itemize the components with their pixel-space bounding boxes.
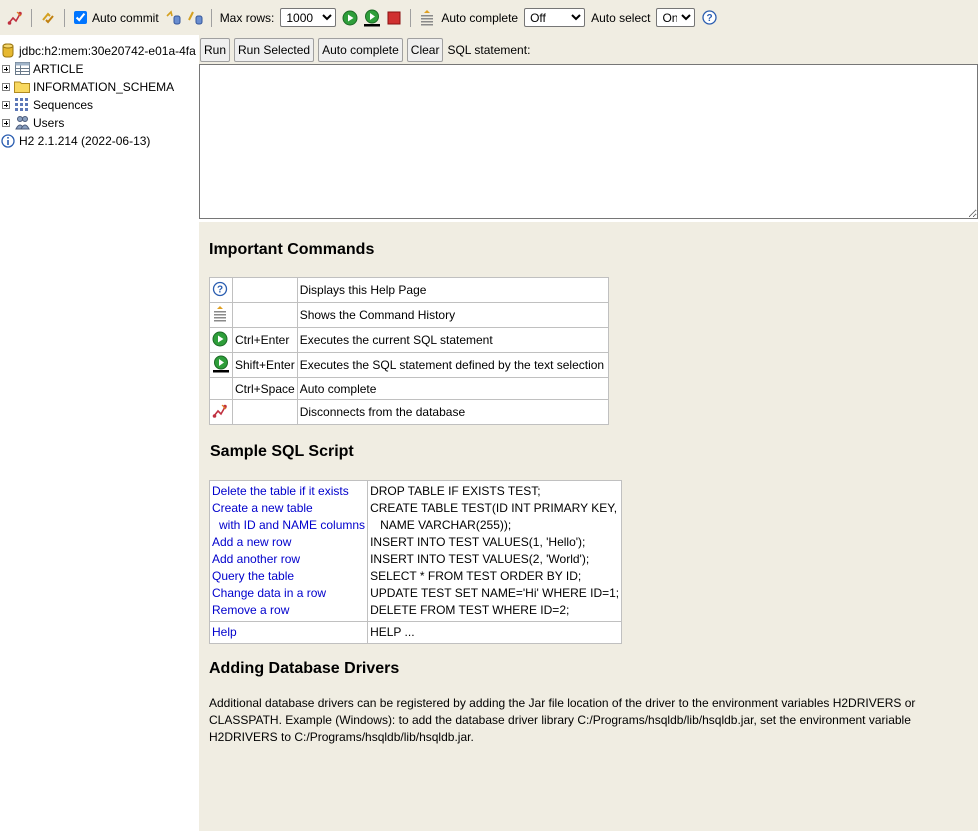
sample-sql-title: Sample SQL Script xyxy=(210,443,354,460)
command-desc: Auto complete xyxy=(297,378,608,400)
sequences-icon xyxy=(14,97,30,113)
tree-item-article[interactable] xyxy=(0,60,83,77)
stop-icon[interactable] xyxy=(383,7,405,29)
expand-icon[interactable] xyxy=(2,83,10,91)
toolbar-separator xyxy=(31,9,32,27)
commands-table xyxy=(209,277,609,425)
database-icon xyxy=(0,43,16,59)
table-row xyxy=(210,328,609,353)
sample-link-update[interactable]: Change data in a row xyxy=(212,586,327,600)
command-keys xyxy=(233,400,298,425)
table-row xyxy=(210,378,609,400)
help-icon xyxy=(212,281,228,297)
tree-item-label: Sequences xyxy=(33,97,94,112)
command-keys: Ctrl+Enter xyxy=(233,328,298,353)
sample-sql-table xyxy=(209,480,622,644)
command-icon-cell xyxy=(210,303,233,328)
command-desc: Executes the SQL statement defined by the text selection xyxy=(297,353,608,378)
command-icon-cell xyxy=(210,278,233,303)
info-icon xyxy=(0,133,16,149)
max-rows-select[interactable] xyxy=(280,8,336,27)
tree-item-sequences[interactable] xyxy=(0,96,93,113)
auto-select-select[interactable] xyxy=(656,8,695,27)
help-icon-glyph: ? xyxy=(706,13,713,24)
command-keys xyxy=(233,303,298,328)
rollback-icon[interactable] xyxy=(184,7,206,29)
sample-sql-cell xyxy=(368,481,622,622)
expand-icon[interactable] xyxy=(2,119,10,127)
command-keys: Ctrl+Space xyxy=(233,378,298,400)
table-row xyxy=(210,400,609,425)
table-row xyxy=(210,278,609,303)
command-desc: Shows the Command History xyxy=(297,303,608,328)
auto-commit-label: Auto commit xyxy=(92,10,159,25)
sql-line-insert-1: INSERT INTO TEST VALUES(1, 'Hello'); xyxy=(370,535,586,549)
command-desc: Executes the current SQL statement xyxy=(297,328,608,353)
tree-item-label: Users xyxy=(33,115,65,130)
command-icon-cell xyxy=(210,353,233,378)
sample-link-create-2[interactable]: with ID and NAME columns xyxy=(219,518,366,532)
sample-link-help[interactable]: Help xyxy=(212,625,237,639)
command-keys: Shift+Enter xyxy=(233,353,298,378)
folder-icon xyxy=(14,79,30,95)
sql-line-help: HELP ... xyxy=(370,625,415,639)
command-icon-cell xyxy=(210,328,233,353)
help-icon[interactable] xyxy=(698,7,720,29)
auto-select-label: Auto select xyxy=(591,10,651,25)
command-desc: Displays this Help Page xyxy=(297,278,608,303)
auto-commit-checkbox[interactable] xyxy=(74,11,87,24)
history-icon xyxy=(212,305,228,323)
clear-button[interactable]: Clear xyxy=(407,38,444,62)
expand-icon[interactable] xyxy=(2,65,10,73)
tree-version xyxy=(0,132,150,149)
sample-links-cell xyxy=(210,481,368,622)
table-row xyxy=(210,481,622,622)
command-icon-cell xyxy=(210,378,233,400)
toolbar-separator xyxy=(410,9,411,27)
run-icon xyxy=(212,331,228,347)
table-row xyxy=(210,303,609,328)
run-button[interactable]: Run xyxy=(200,38,230,62)
auto-complete-select[interactable] xyxy=(524,8,585,27)
toolbar-separator xyxy=(64,9,65,27)
sample-link-drop[interactable]: Delete the table if it exists xyxy=(212,484,349,498)
sample-link-select[interactable]: Query the table xyxy=(212,569,295,583)
sql-input[interactable] xyxy=(199,64,978,219)
sql-statement-label: SQL statement: xyxy=(447,43,531,57)
disconnect-icon xyxy=(212,403,228,419)
sample-sql-cell xyxy=(368,622,622,644)
drivers-text: Additional database drivers can be registered by adding the Jar file location of the driver to the environment variables H2DRIVERS or CLASSPATH. Example (Windows): to add the database driver library C:/Programs/hsqldb/lib/hsqldb.jar, set the environment variable H2DRIVERS to C:/Programs/hsqldb/lib/hsqldb.jar. xyxy=(209,696,916,744)
commit-icon[interactable] xyxy=(162,7,184,29)
sample-link-create[interactable]: Create a new table xyxy=(212,501,313,515)
table-row xyxy=(210,622,622,644)
max-rows-label: Max rows: xyxy=(219,10,275,25)
object-tree xyxy=(0,35,199,831)
results-panel xyxy=(199,222,978,831)
table-row xyxy=(210,353,609,378)
toolbar-separator xyxy=(211,9,212,27)
tree-item-label: ARTICLE xyxy=(33,61,84,76)
tree-item-information-schema[interactable] xyxy=(0,78,174,95)
run-selected-icon xyxy=(212,355,230,373)
auto-complete-label: Auto complete xyxy=(441,10,519,25)
sql-line-select: SELECT * FROM TEST ORDER BY ID; xyxy=(370,569,582,583)
sql-line-create: CREATE TABLE TEST(ID INT PRIMARY KEY, xyxy=(370,501,618,515)
important-commands-title: Important Commands xyxy=(209,241,375,258)
sql-line-insert-2: INSERT INTO TEST VALUES(2, 'World'); xyxy=(370,552,590,566)
auto-complete-button[interactable]: Auto complete xyxy=(318,38,403,62)
tree-connection-label: jdbc:h2:mem:30e20742-e01a-4fa xyxy=(19,43,196,58)
sql-line-create-2: NAME VARCHAR(255)); xyxy=(380,518,512,532)
command-keys xyxy=(233,278,298,303)
toolbar xyxy=(0,0,978,35)
sample-link-insert-2[interactable]: Add another row xyxy=(212,552,301,566)
disconnect-icon[interactable] xyxy=(4,7,26,29)
sample-links-cell xyxy=(210,622,368,644)
run-selected-icon[interactable] xyxy=(361,7,383,29)
sample-link-insert-1[interactable]: Add a new row xyxy=(212,535,292,549)
run-selected-button[interactable]: Run Selected xyxy=(234,38,314,62)
tree-item-label: INFORMATION_SCHEMA xyxy=(33,79,175,94)
command-icon-cell xyxy=(210,400,233,425)
query-bar xyxy=(199,35,978,65)
command-desc: Disconnects from the database xyxy=(297,400,608,425)
expand-icon[interactable] xyxy=(2,101,10,109)
users-icon xyxy=(14,115,30,131)
sql-line-delete: DELETE FROM TEST WHERE ID=2; xyxy=(370,603,570,617)
history-icon[interactable] xyxy=(416,7,438,29)
tree-connection[interactable] xyxy=(0,42,196,59)
sample-link-delete[interactable]: Remove a row xyxy=(212,603,290,617)
tree-item-users[interactable] xyxy=(0,114,64,131)
refresh-icon[interactable] xyxy=(37,7,59,29)
run-icon[interactable] xyxy=(339,7,361,29)
table-icon xyxy=(14,61,30,77)
sql-line-update: UPDATE TEST SET NAME='Hi' WHERE ID=1; xyxy=(370,586,620,600)
tree-version-label: H2 2.1.214 (2022-06-13) xyxy=(19,133,151,148)
sql-line-drop: DROP TABLE IF EXISTS TEST; xyxy=(370,484,541,498)
drivers-title: Adding Database Drivers xyxy=(209,660,400,677)
help-icon-glyph: ? xyxy=(216,284,224,295)
